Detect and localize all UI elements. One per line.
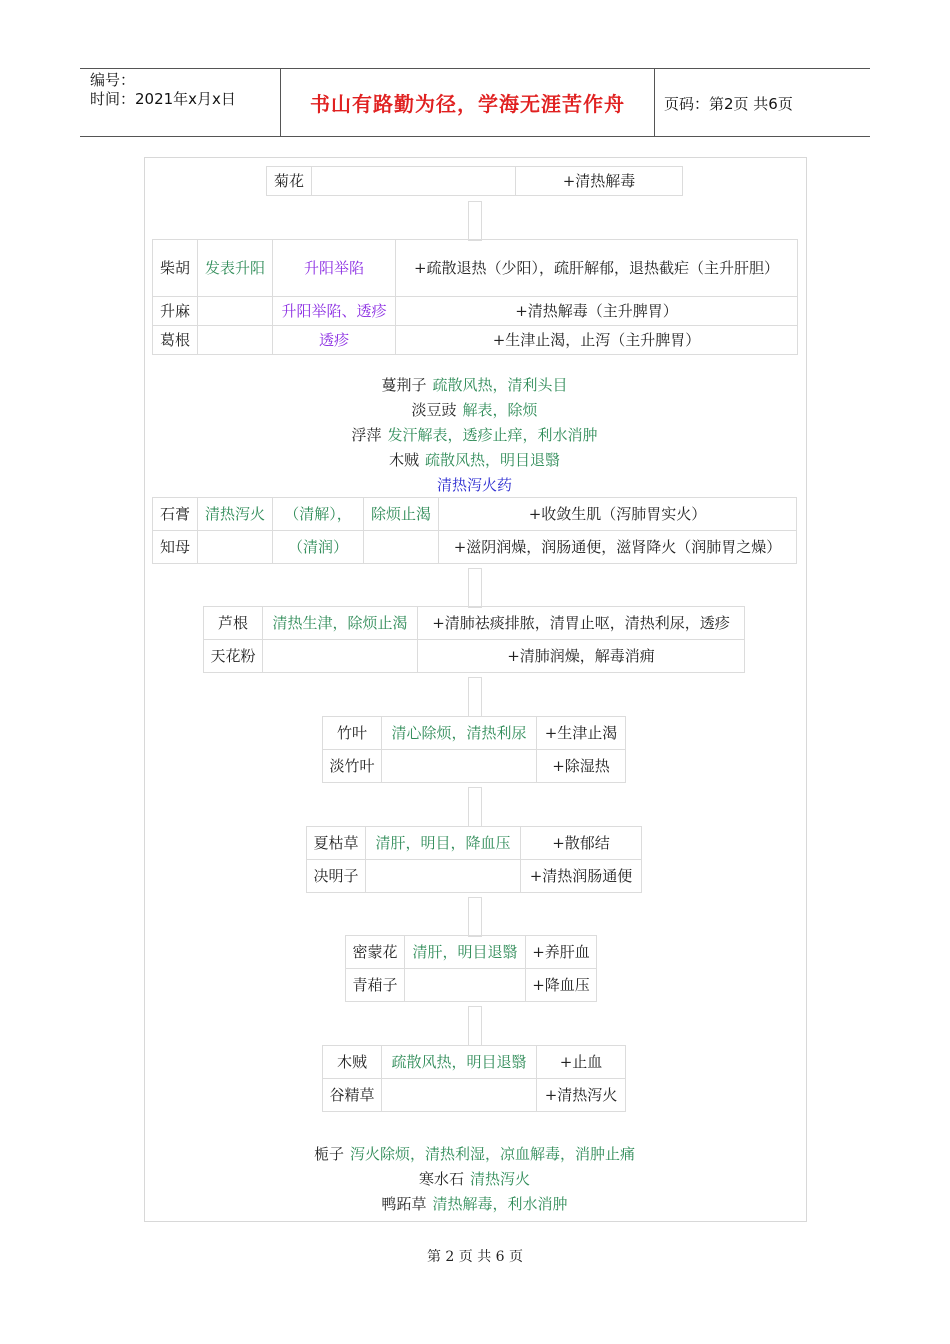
herb-effect: （清解）， <box>273 498 364 531</box>
table-lu-gen <box>203 606 745 673</box>
herb-effect <box>382 750 537 783</box>
herb-effect: 发表升阳 <box>198 240 273 297</box>
herb-name: 决明子 <box>307 860 366 893</box>
herb-effect: 升阳举陷、透疹 <box>273 297 396 326</box>
page-footer: 第 2 页 共 6 页 <box>426 1249 524 1265</box>
herb-name: 青葙子 <box>346 969 405 1002</box>
number-label: 编号： <box>90 71 136 89</box>
table-row <box>153 240 798 297</box>
table-row <box>153 498 797 531</box>
herb-effect <box>405 969 526 1002</box>
herb-name: 木贼 <box>388 451 419 469</box>
table-row <box>307 827 642 860</box>
header-motto: 书山有路勤为径，学海无涯苦作舟 <box>280 69 655 136</box>
table-row <box>153 326 798 355</box>
table-zhu-ye <box>322 716 626 783</box>
herb-name: 鸭跖草 <box>381 1195 427 1213</box>
herb-extra: +清热解毒（主升脾胃） <box>396 297 798 326</box>
herb-line <box>144 1193 805 1215</box>
herb-extra: +滋阴润燥，润肠通便，滋肾降火（润肺胃之燥） <box>439 531 797 564</box>
herb-effect <box>364 531 439 564</box>
herb-line <box>144 1143 805 1165</box>
herb-name: 柴胡 <box>153 240 198 297</box>
table-row <box>153 297 798 326</box>
table-chai-hu <box>152 239 798 355</box>
header-meta <box>90 71 280 109</box>
connector <box>468 1006 482 1046</box>
page-header <box>80 68 870 137</box>
herb-desc: 清热解毒，利水消肿 <box>432 1195 568 1213</box>
herb-desc: 解表，除烦 <box>462 401 538 419</box>
herb-effect <box>198 297 273 326</box>
table-row <box>204 640 745 673</box>
herb-name: 寒水石 <box>418 1170 464 1188</box>
herb-name: 葛根 <box>153 326 198 355</box>
herb-name: 菊花 <box>267 167 312 196</box>
herb-extra: +止血 <box>537 1046 626 1079</box>
herb-desc: 泻火除烦，清热利湿，凉血解毒，消肿止痛 <box>350 1145 636 1163</box>
table-mi-meng-hua <box>345 935 597 1002</box>
herb-line <box>144 449 805 471</box>
herb-extra: +生津止渴，止泻（主升脾胃） <box>396 326 798 355</box>
connector <box>468 568 482 608</box>
table-shi-gao <box>152 497 797 564</box>
herb-line <box>144 424 805 446</box>
herb-name: 石膏 <box>153 498 198 531</box>
herb-effect: 清肝，明目，降血压 <box>366 827 521 860</box>
herb-effect <box>382 1079 537 1112</box>
herb-extra: +散郁结 <box>521 827 642 860</box>
herb-effect: 疏散风热，明目退翳 <box>382 1046 537 1079</box>
table-row <box>323 1046 626 1079</box>
herb-extra: +清热润肠通便 <box>521 860 642 893</box>
herb-effect: 清肝，明目退翳 <box>405 936 526 969</box>
herb-extra: +疏散退热（少阳），疏肝解郁，退热截疟（主升肝胆） <box>396 240 798 297</box>
herb-effect <box>198 531 273 564</box>
herb-extra: +除湿热 <box>537 750 626 783</box>
herb-name: 竹叶 <box>323 717 382 750</box>
herb-effect: （清润） <box>273 531 364 564</box>
herb-name: 淡竹叶 <box>323 750 382 783</box>
connector <box>468 787 482 827</box>
herb-name: 木贼 <box>323 1046 382 1079</box>
herb-name: 芦根 <box>204 607 263 640</box>
herb-line <box>144 374 805 396</box>
herb-line <box>144 399 805 421</box>
table-row <box>153 531 797 564</box>
herb-extra: +清肺祛痰排脓，清胃止呕，清热利尿，透疹 <box>418 607 745 640</box>
herb-desc: 发汗解表，透疹止痒，利水消肿 <box>387 426 598 444</box>
herb-extra: +生津止渴 <box>537 717 626 750</box>
herb-name: 蔓荆子 <box>381 376 427 394</box>
herb-extra: +清热泻火 <box>537 1079 626 1112</box>
herb-effect: 除烦止渴 <box>364 498 439 531</box>
empty-cell <box>312 167 516 196</box>
herb-extra: +清热解毒 <box>516 167 683 196</box>
connector <box>468 677 482 717</box>
table-mu-zei <box>322 1045 626 1112</box>
page-number-label: 页码：第2页 共6页 <box>664 95 793 113</box>
herb-extra: +降血压 <box>526 969 597 1002</box>
herb-effect: 清心除烦，清热利尿 <box>382 717 537 750</box>
table-row <box>323 717 626 750</box>
section-title: 清热泻火药 <box>436 476 512 494</box>
herb-name: 升麻 <box>153 297 198 326</box>
table-xia-ku-cao <box>306 826 642 893</box>
herb-name: 栀子 <box>313 1145 344 1163</box>
table-ju-hua <box>266 166 683 196</box>
table-row <box>307 860 642 893</box>
herb-name: 谷精草 <box>323 1079 382 1112</box>
herb-line <box>144 1168 805 1190</box>
herb-name: 夏枯草 <box>307 827 366 860</box>
herb-effect: 清热生津，除烦止渴 <box>263 607 418 640</box>
herb-name: 浮萍 <box>351 426 382 444</box>
table-row <box>323 1079 626 1112</box>
connector <box>468 201 482 241</box>
herb-desc: 清热泻火 <box>470 1170 531 1188</box>
herb-name: 密蒙花 <box>346 936 405 969</box>
herb-effect: 清热泻火 <box>198 498 273 531</box>
herb-extra: +养肝血 <box>526 936 597 969</box>
connector <box>468 897 482 937</box>
herb-name: 淡豆豉 <box>411 401 457 419</box>
herb-extra: +清肺润燥，解毒消痈 <box>418 640 745 673</box>
herb-effect <box>366 860 521 893</box>
date-label: 时间：2021年x月x日 <box>90 90 236 108</box>
herb-effect: 升阳举陷 <box>273 240 396 297</box>
table-row <box>267 167 683 196</box>
herb-extra: +收敛生肌（泻肺胃实火） <box>439 498 797 531</box>
herb-effect <box>263 640 418 673</box>
herb-name: 知母 <box>153 531 198 564</box>
herb-effect <box>198 326 273 355</box>
table-row <box>346 936 597 969</box>
herb-desc: 疏散风热，清利头目 <box>432 376 568 394</box>
table-row <box>323 750 626 783</box>
table-row <box>204 607 745 640</box>
herb-effect: 透疹 <box>273 326 396 355</box>
table-row <box>346 969 597 1002</box>
herb-name: 天花粉 <box>204 640 263 673</box>
herb-desc: 疏散风热，明目退翳 <box>425 451 561 469</box>
